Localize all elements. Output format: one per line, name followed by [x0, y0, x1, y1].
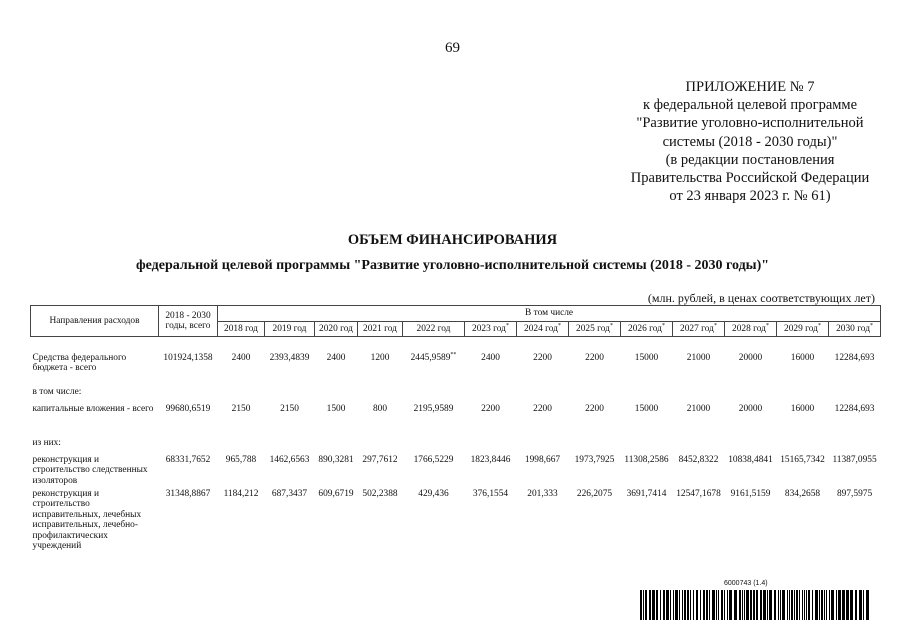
barcode-bar: [696, 590, 698, 620]
units-note: (млн. рублей, в ценах соответствующих лет): [647, 291, 875, 305]
year-value: 12547,1678: [676, 488, 721, 499]
year-value: 2445,9589**: [410, 351, 457, 363]
year-value: 1462,6563: [269, 454, 310, 465]
barcode-bar: [855, 590, 857, 620]
document-title: ОБЪЕМ ФИНАНСИРОВАНИЯ: [347, 232, 558, 248]
table-row: [31, 455, 881, 489]
year-value: 687,3437: [271, 488, 308, 499]
header-total: 2018 - 2030 годы, всего: [159, 306, 218, 337]
year-value: 1823,8446: [470, 454, 511, 465]
barcode-bar: [780, 590, 781, 620]
year-header: 2020 год: [315, 321, 358, 337]
footnote-mark: *: [661, 322, 665, 329]
barcode-bar: [763, 590, 766, 620]
barcode-bar: [663, 590, 665, 620]
row-label: капитальные вложения - всего: [32, 403, 154, 414]
year-value: 2200: [481, 403, 500, 414]
barcode-bar: [838, 590, 841, 620]
barcode-bar: [679, 590, 680, 620]
year-header: 2024 год*: [517, 321, 569, 337]
year-value: 11308,2586: [624, 454, 669, 465]
year-value: 16000: [790, 352, 815, 363]
year-value: 2393,4839: [269, 352, 310, 363]
barcode-bar: [804, 590, 805, 620]
year-header: 2022 год: [403, 321, 465, 337]
year-value: 297,7612: [362, 454, 398, 465]
barcode-bar: [756, 590, 758, 620]
year-value: 429,436: [418, 488, 449, 499]
row-label: реконструкция и строительство следственных изоляторов: [32, 454, 148, 486]
barcode-bar: [706, 590, 708, 620]
barcode-bar: [729, 590, 732, 620]
barcode-bar: [670, 590, 671, 620]
barcode-bar: [675, 590, 678, 620]
barcode-bar: [769, 590, 772, 620]
year-value: 20000: [738, 403, 763, 414]
barcode-bar: [727, 590, 728, 620]
footnote-mark: *: [765, 322, 769, 329]
year-header: 2019 год: [265, 321, 315, 337]
barcode-bar: [863, 590, 864, 620]
row-total: 68331,7652: [165, 454, 211, 465]
year-value: 12284,693: [834, 352, 875, 363]
year-value: 1200: [370, 352, 390, 363]
barcode-bar: [842, 590, 845, 620]
appendix-line: (в редакции постановления: [665, 151, 835, 168]
year-value: 21000: [686, 403, 711, 414]
row-label: реконструкция и строительство исправительных, лечебных исправительных, лечебно-профилактических учреждений: [32, 488, 142, 551]
barcode-bar: [718, 590, 719, 620]
barcode-bar: [673, 590, 674, 620]
year-value: 502,2388: [362, 488, 398, 499]
barcode-bar: [850, 590, 853, 620]
appendix-line: Правительства Российской Федерации: [630, 170, 870, 187]
year-value: 12284,693: [834, 403, 875, 414]
year-value: 11387,0955: [832, 454, 877, 465]
year-value: 1973,7925: [574, 454, 615, 465]
row-total: 101924,1358: [163, 352, 213, 363]
barcode-bar: [796, 590, 798, 620]
barcode-bar: [640, 590, 642, 620]
barcode-bar: [789, 590, 790, 620]
appendix-block: [600, 78, 900, 205]
year-value: 800: [372, 403, 388, 414]
year-value: 1184,212: [223, 488, 259, 499]
year-value: 834,2658: [784, 488, 821, 499]
section-row: [31, 438, 881, 455]
year-value: 897,5975: [836, 488, 873, 499]
year-value: 201,333: [527, 488, 558, 499]
footnote-mark: *: [817, 322, 821, 329]
year-header: 2018 год: [218, 321, 265, 337]
barcode-bar: [690, 590, 691, 620]
barcode-bar: [746, 590, 749, 620]
appendix-line: "Развитие уголовно-исполнительной: [636, 115, 864, 132]
year-value: 2200: [585, 403, 604, 414]
year-value: 8452,8322: [678, 454, 719, 465]
year-value: 2400: [231, 352, 251, 363]
financing-table: [30, 305, 881, 552]
barcode-bar: [767, 590, 768, 620]
barcode-bar: [649, 590, 651, 620]
year-value: 2150: [231, 403, 251, 414]
year-value: 1766,5229: [413, 454, 454, 465]
header-direction: Направления расходов: [31, 306, 159, 337]
barcode-bar: [846, 590, 849, 620]
barcode-bar: [812, 590, 813, 620]
year-value: 16000: [790, 403, 815, 414]
row-label: Средства федерального бюджета - всего: [32, 352, 127, 373]
barcode-bar: [721, 590, 723, 620]
footnote-mark: *: [557, 322, 561, 329]
barcode-bar: [684, 590, 686, 620]
section-row: [31, 387, 881, 404]
footnote-mark: *: [870, 322, 873, 329]
footnote-mark: *: [609, 322, 613, 329]
year-value: 10838,4841: [728, 454, 773, 465]
year-value: 2195,9589: [413, 403, 454, 414]
year-header: 2027 год*: [673, 321, 725, 337]
year-header: 2029 год*: [777, 321, 829, 337]
barcode-bar: [778, 590, 779, 620]
footnote-mark: *: [505, 322, 509, 329]
barcode-bar: [824, 590, 825, 620]
row-total: 31348,8867: [165, 488, 211, 499]
barcode-bar: [645, 590, 647, 620]
appendix-line: к федеральной целевой программе: [642, 97, 858, 114]
year-value: 2200: [585, 352, 604, 363]
barcode-bar: [815, 590, 818, 620]
barcode-bar: [742, 590, 743, 620]
barcode-bar: [774, 590, 776, 620]
year-value: 226,2075: [576, 488, 613, 499]
barcode-bar: [799, 590, 800, 620]
year-header: 2021 год: [358, 321, 403, 337]
barcode-bar: [802, 590, 803, 620]
barcode-bar: [859, 590, 862, 620]
table-row: [31, 404, 881, 438]
barcode-bar: [709, 590, 710, 620]
year-value: 15000: [634, 352, 659, 363]
year-value: 3691,7414: [626, 488, 667, 499]
barcode-bar: [660, 590, 661, 620]
barcode-bar: [836, 590, 837, 620]
appendix-line: системы (2018 - 2030 годы)": [662, 133, 838, 150]
barcode-bar: [826, 590, 827, 620]
document-subtitle: федеральной целевой программы "Развитие уголовно-исполнительной системы (2018 - 2030 годы)": [135, 258, 770, 273]
barcode-bar: [734, 590, 737, 620]
year-header: 2023 год*: [465, 321, 517, 337]
page-number: 69: [445, 40, 460, 56]
year-header: 2028 год*: [725, 321, 777, 337]
table-row: [31, 489, 881, 552]
barcode-bar: [791, 590, 793, 620]
year-header: 2025 год*: [569, 321, 621, 337]
year-value: 609,6719: [318, 488, 354, 499]
barcode-bar: [787, 590, 788, 620]
barcode-bar: [760, 590, 762, 620]
year-value: 2400: [481, 352, 500, 363]
spacer-row: [31, 337, 881, 353]
barcode-bar: [808, 590, 810, 620]
barcode-bar: [829, 590, 830, 620]
year-value: 15165,7342: [780, 454, 825, 465]
barcode-bar: [700, 590, 701, 620]
row-total: 99680,6519: [165, 403, 211, 414]
barcode-bar: [716, 590, 717, 620]
barcode-bar: [712, 590, 715, 620]
barcode-bar: [666, 590, 669, 620]
year-value: 2400: [326, 352, 346, 363]
barcode-bar: [693, 590, 694, 620]
barcode-label: 6000743 (1.4): [724, 580, 768, 587]
appendix-line: ПРИЛОЖЕНИЕ № 7: [685, 79, 815, 95]
year-value: 20000: [738, 352, 763, 363]
barcode-bar: [753, 590, 755, 620]
year-value: 376,1554: [472, 488, 509, 499]
barcode-bar: [806, 590, 807, 620]
year-value: 890,3281: [318, 454, 354, 465]
barcode-bar: [794, 590, 795, 620]
barcode-bar: [821, 590, 823, 620]
barcode-bar: [739, 590, 741, 620]
barcode-bar: [682, 590, 683, 620]
year-value: 965,788: [225, 454, 257, 465]
year-value: 2150: [280, 403, 299, 414]
barcode-bar: [744, 590, 745, 620]
year-value: 1998,667: [524, 454, 561, 465]
year-value: 21000: [686, 352, 711, 363]
barcode: [640, 590, 870, 620]
year-value: 2200: [533, 403, 552, 414]
year-value: 2200: [533, 352, 552, 363]
barcode-bar: [703, 590, 705, 620]
barcode-bar: [724, 590, 725, 620]
year-header: 2030 год*: [829, 321, 881, 337]
table-row: [31, 353, 881, 387]
year-header: 2026 год*: [621, 321, 673, 337]
barcode-bar: [831, 590, 834, 620]
barcode-bar: [750, 590, 752, 620]
barcode-bar: [652, 590, 655, 620]
footnote-mark: **: [450, 351, 457, 358]
section-label: из них:: [32, 437, 61, 448]
table-body: [31, 337, 881, 552]
year-value: 1500: [326, 403, 346, 414]
barcode-bar: [782, 590, 785, 620]
footnote-mark: *: [713, 322, 717, 329]
year-value: 9161,5159: [730, 488, 771, 499]
barcode-bar: [866, 590, 869, 620]
barcode-bar: [819, 590, 820, 620]
barcode-bar: [687, 590, 689, 620]
barcode-bar: [643, 590, 644, 620]
header-including: В том числе: [218, 306, 881, 322]
appendix-line: от 23 января 2023 г. № 61): [669, 188, 831, 205]
year-value: 15000: [634, 403, 659, 414]
barcode-bar: [656, 590, 658, 620]
section-label: в том числе:: [32, 386, 82, 397]
